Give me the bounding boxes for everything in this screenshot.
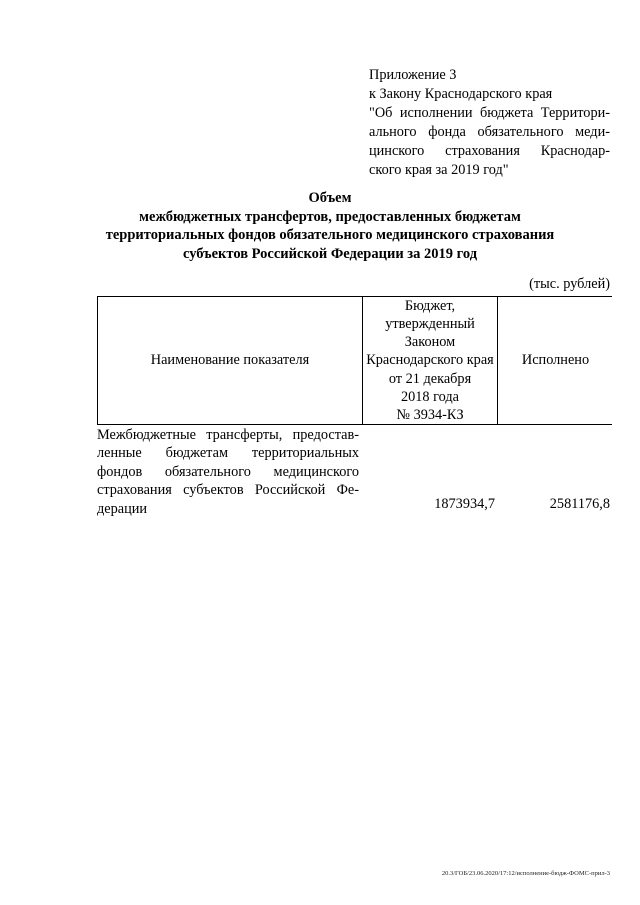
header-budget-line: утвержденный <box>385 316 475 332</box>
header-budget-line: Краснодарского края <box>366 352 494 369</box>
row-name-line: фондов обязательного медицинского <box>97 463 359 480</box>
header-budget-line: Законом <box>404 334 456 351</box>
header-budget-line: от 21 декабря <box>388 370 472 387</box>
footer-doc-id: 20.3/ГОБ/23.06.2020/17:12/исполнение-бюдж-ФОМС-прил-3 <box>441 870 610 877</box>
table-row-name <box>97 426 359 518</box>
header-budget-line: 2018 года <box>400 388 460 405</box>
annex-line-3: "Об исполнении бюджета Территори- <box>369 105 610 121</box>
table-row-done: 2581176,8 <box>549 496 610 512</box>
header-budget <box>363 297 498 424</box>
header-name: Наименование показателя <box>98 297 363 424</box>
annex-header <box>369 66 610 180</box>
table-row-budget: 1873934,7 <box>434 496 495 512</box>
row-name-line: страхования субъектов Российской Фе- <box>97 482 359 499</box>
annex-line-5: цинского страхования Краснодар- <box>369 143 610 159</box>
row-name-line: ленные бюджетам территориальных <box>97 445 359 462</box>
annex-line-6: ского края за 2019 год" <box>369 162 509 178</box>
header-budget-line: Бюджет, <box>404 297 456 314</box>
row-name-line: дерации <box>97 500 148 517</box>
header-done: Исполнено <box>521 352 590 368</box>
header-budget-line: № 3934-КЗ <box>396 407 464 424</box>
document-title <box>60 189 600 263</box>
annex-line-2: к Закону Краснодарского края <box>369 86 553 102</box>
title-line-4: субъектов Российской Федерации за 2019 год <box>182 245 478 262</box>
annex-line-1: Приложение 3 <box>369 67 457 83</box>
title-line-1: Объем <box>308 190 352 206</box>
title-line-3: территориальных фондов обязательного медицинского страхования <box>105 227 555 244</box>
title-line-2: межбюджетных трансфертов, предоставленных бюджетам <box>139 208 521 225</box>
units-label: (тыс. рублей) <box>529 276 610 292</box>
row-name-line: Межбюджетные трансферты, предостав- <box>97 427 359 443</box>
table-header <box>97 296 612 425</box>
annex-line-4: ального фонда обязательного меди- <box>369 124 610 140</box>
